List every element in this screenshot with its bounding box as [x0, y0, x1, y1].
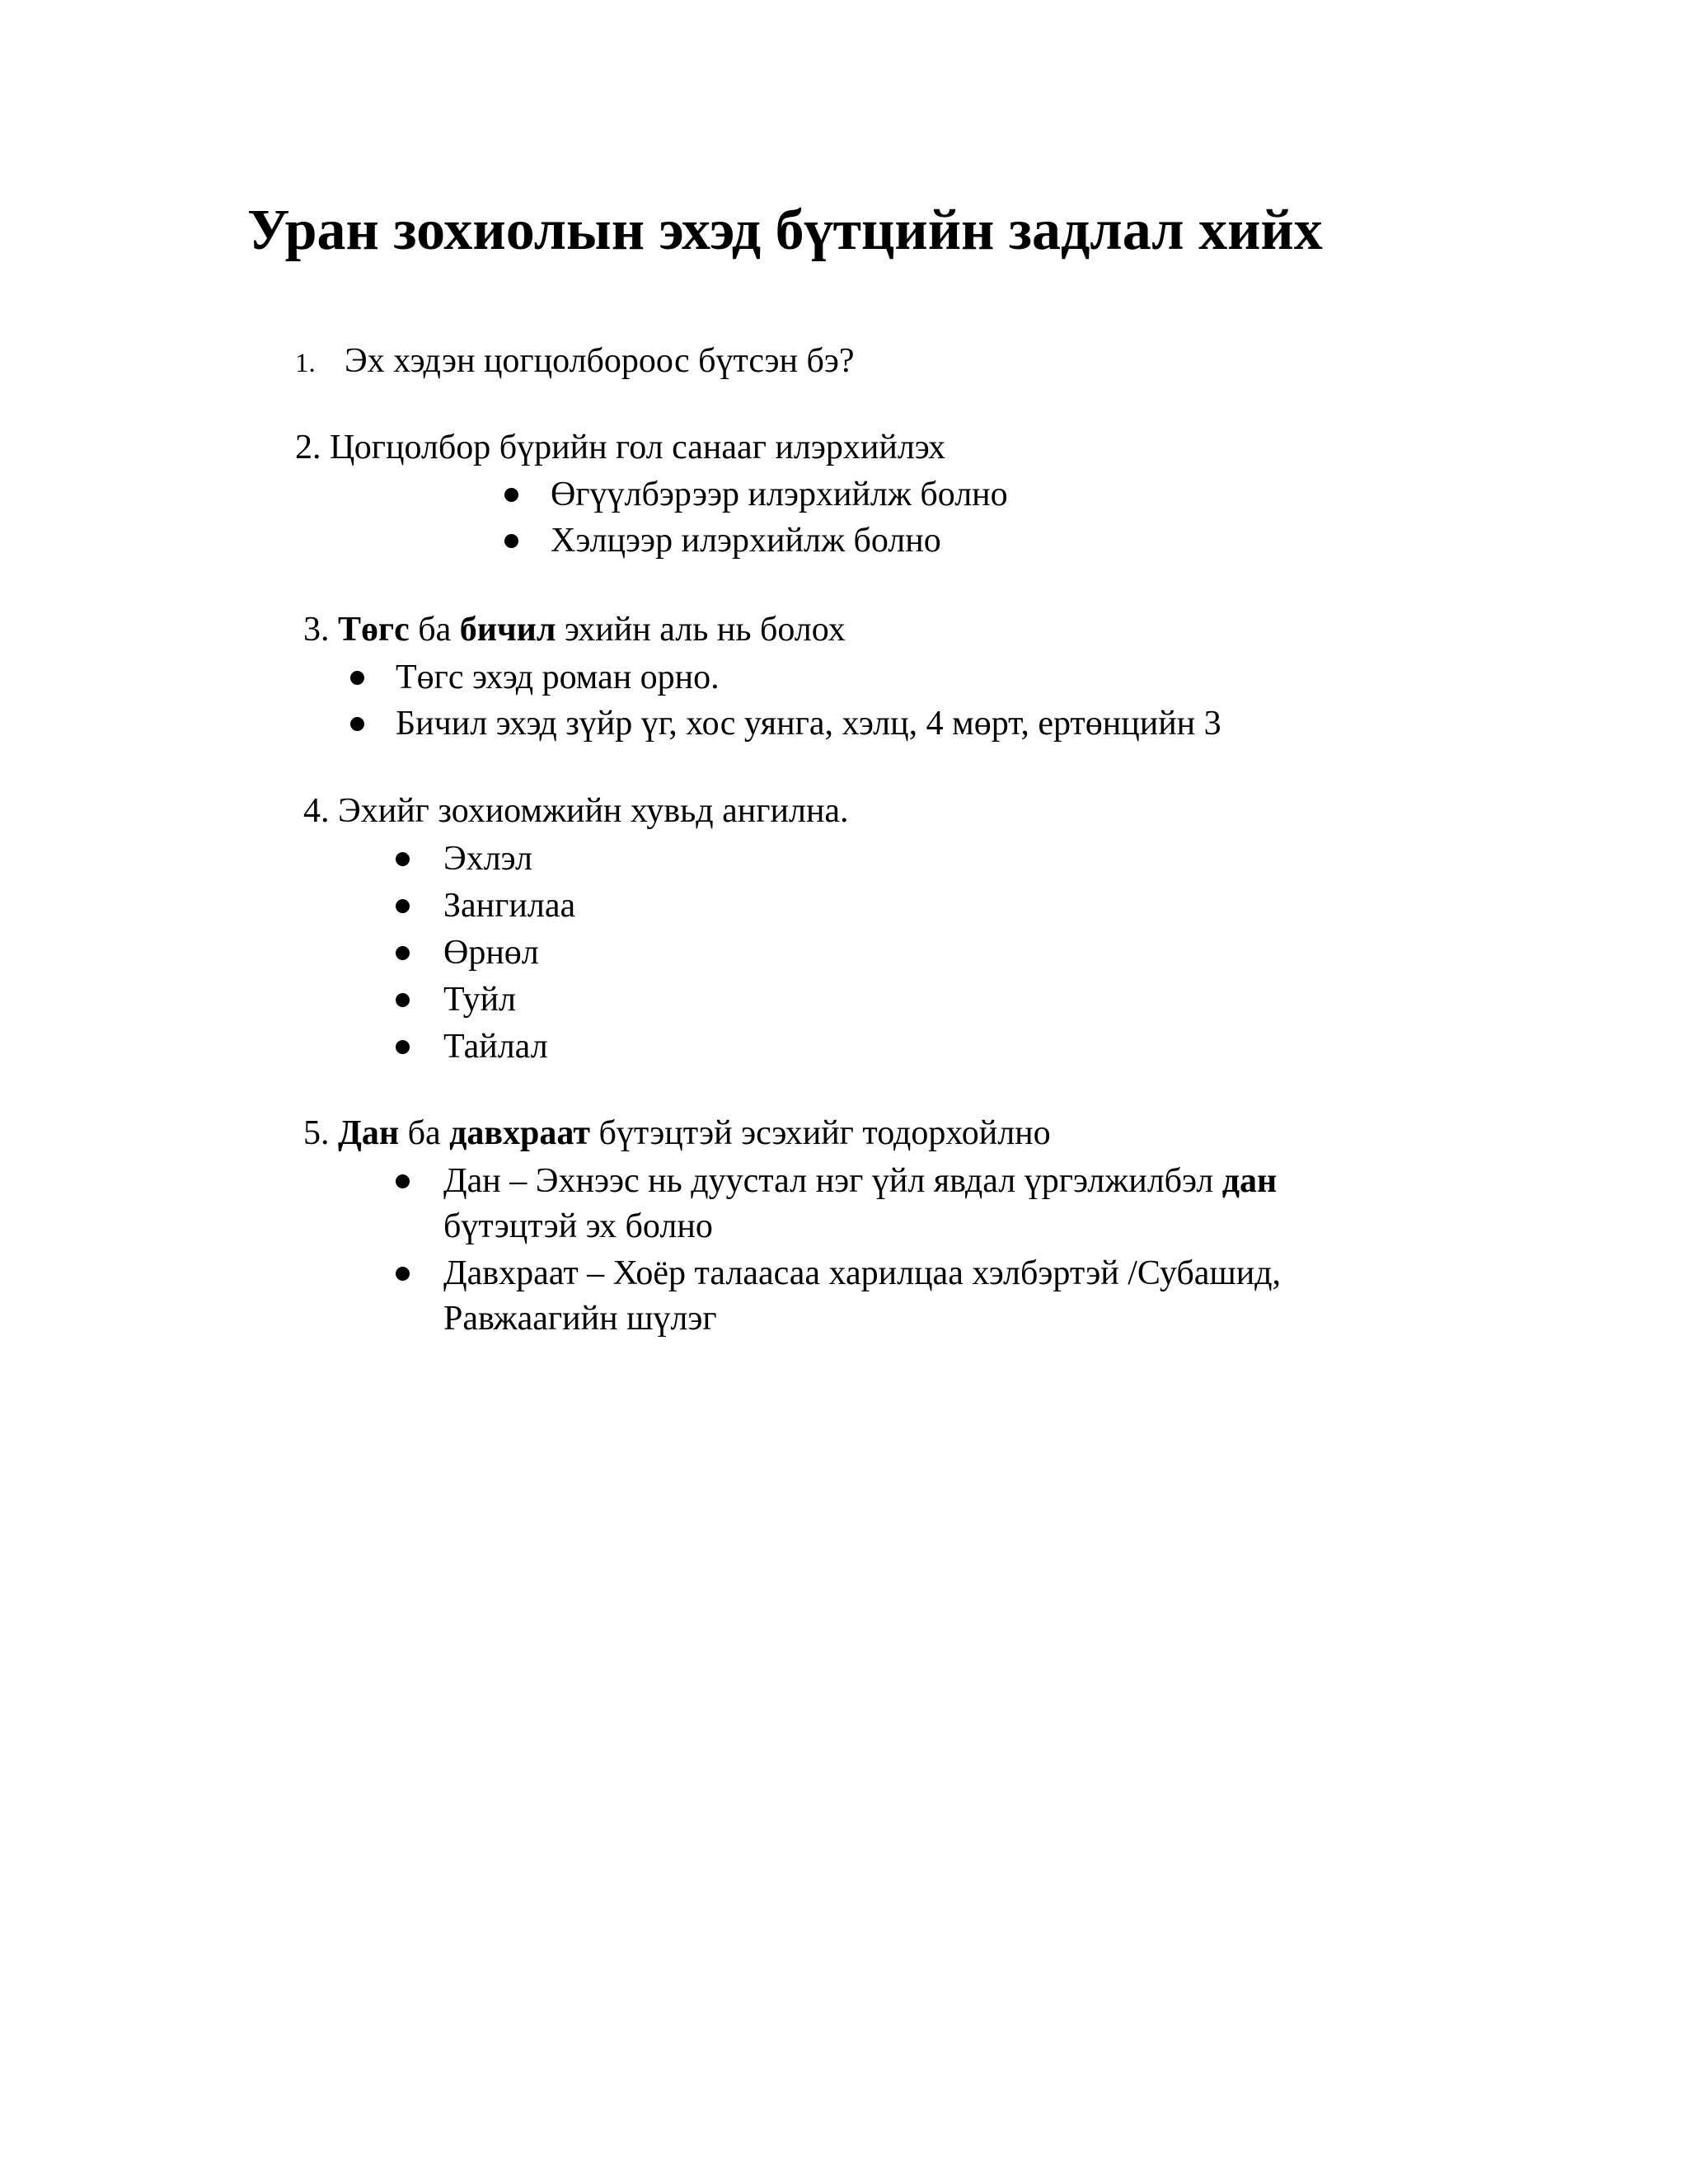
bullet-icon [396, 993, 410, 1007]
bullet-icon [350, 717, 364, 731]
bullet-text: Дан – Эхнээс нь дуустал нэг үйл явдал үргэлжилбэл [443, 1162, 1214, 1200]
bullet-icon [504, 534, 518, 548]
bullet-icon [350, 671, 364, 685]
page-title: Уран зохиолын эхэд бүтцийн задлал хийх [247, 199, 1323, 262]
bold-term: Дан [338, 1114, 400, 1152]
conjunction: ба [407, 1114, 441, 1152]
list-item-2: 2. Цогцолбор бүрийн гол санааг илэрхийлэх [295, 429, 946, 466]
list-item-text: эхийн аль нь болох [564, 611, 846, 649]
list-item-3-bullet-2: Бичил эхэд зүйр үг, хос уянга, хэлц, 4 мөрт, ертөнцийн 3 [396, 705, 1221, 743]
list-item-2-bullet-2: Хэлцээр илэрхийлж болно [551, 522, 941, 560]
list-number: 1. [295, 349, 316, 378]
list-item-4-bullet-1: Эхлэл [443, 840, 532, 878]
list-item-3 [303, 607, 846, 653]
bullet-icon [396, 852, 410, 866]
bullet-icon [396, 1040, 410, 1054]
conjunction: ба [418, 611, 452, 649]
list-item-text: бүтэцтэй эсэхийг тодорхойлно [598, 1114, 1051, 1152]
list-item-3-bullet-1: Төгс эхэд роман орно. [396, 658, 720, 696]
list-item-1 [295, 338, 855, 387]
bold-term: дан [1221, 1162, 1278, 1200]
list-item-4-bullet-4: Туйл [443, 981, 516, 1019]
bold-term: бичил [459, 611, 556, 649]
list-item-4-bullet-2: Зангилаа [443, 887, 576, 925]
bullet-icon [396, 899, 410, 913]
list-item-2-bullet-1: Өгүүлбэрээр илэрхийлж болно [551, 476, 1008, 513]
list-item-5-bullet-1-line-1 [443, 1158, 1277, 1204]
list-number: 5. [303, 1114, 330, 1152]
list-item-text: Эх хэдэн цогцолбороос бүтсэн бэ? [345, 342, 855, 380]
bold-term: давхраат [449, 1114, 590, 1152]
bold-term: Төгс [338, 611, 410, 649]
list-item-4-bullet-5: Тайлал [443, 1028, 548, 1066]
list-item-5 [303, 1110, 1051, 1156]
list-item-5-bullet-1-line-2: бүтэцтэй эх болно [443, 1207, 713, 1245]
list-item-4-bullet-3: Өрнөл [443, 934, 539, 972]
bullet-icon [504, 488, 518, 502]
list-item-5-bullet-2-line-2: Равжаагийн шүлэг [443, 1300, 717, 1338]
list-item-5-bullet-2-line-1: Давхраат – Хоёр талаасаа харилцаа хэлбэртэй /Субашид, [443, 1254, 1282, 1292]
bullet-icon [396, 946, 410, 960]
bullet-icon [396, 1267, 410, 1281]
list-number: 3. [303, 611, 330, 649]
list-item-4: 4. Эхийг зохиомжийн хувьд ангилна. [303, 792, 849, 830]
bullet-icon [396, 1174, 410, 1188]
